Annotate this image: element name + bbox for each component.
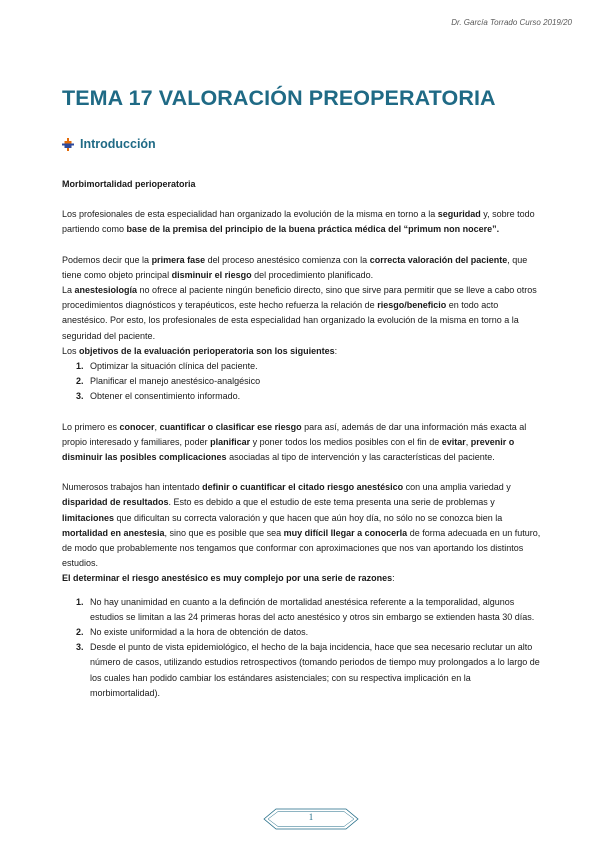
list-item-text: Desde el punto de vista epidemiológico, el hecho de la baja incidencia, hace que sea necesario reclutar un alto número de casos, utilizando estudios retrospectivos (tomando periodos de tiempo muy prolongados a lo largo de los cuales han podido cambiar los estándares asistenciales; con su respectiva implicación en la morbimortalidad).	[90, 642, 540, 698]
bold-text-run: anestesiología	[74, 285, 138, 296]
text-run: La	[62, 285, 75, 296]
bold-text-run: disminuir el riesgo	[171, 269, 252, 280]
text-run: Numerosos trabajos han intentado	[62, 482, 203, 493]
bold-text-run: disparidad de resultados	[62, 497, 169, 508]
page-number-box	[262, 805, 360, 833]
list-item-text: No existe uniformidad a la hora de obtención de datos.	[90, 627, 309, 638]
list-item	[62, 625, 542, 640]
objectives-list	[62, 359, 542, 405]
bold-text-run: cuantificar o clasificar ese riesgo	[159, 421, 302, 432]
text-run: :	[334, 345, 338, 356]
header-note: Dr. García Torrado Curso 2019/20	[451, 18, 572, 27]
paragraph	[62, 420, 542, 466]
bold-text-run: riesgo/beneficio	[377, 300, 447, 311]
list-item-number: 2.	[76, 627, 84, 638]
list-item	[62, 359, 542, 374]
bold-text-run: El determinar el riesgo anestésico es muy complejo por una serie de razones	[62, 573, 393, 584]
list-item-number: 1.	[76, 361, 84, 372]
text-run: , que tiene como objeto principal	[62, 254, 528, 280]
bold-text-run: primera fase	[151, 254, 206, 265]
bold-text-run: objetivos de la evaluación perioperatoria son los siguientes	[79, 345, 335, 356]
text-run: Los profesionales de esta especialidad han organizado la evolución de la misma en torno a la	[62, 209, 438, 220]
bold-text-run: definir o cuantificar el citado riesgo anestésico	[202, 482, 404, 493]
list-item-text: Obtener el consentimiento informado.	[90, 391, 241, 402]
text-run: del procedimiento planificado.	[251, 269, 374, 280]
page-number: 1	[308, 812, 314, 822]
paragraph	[62, 253, 542, 283]
bold-text-run: limitaciones	[62, 512, 115, 523]
paragraph	[62, 207, 542, 237]
text-run: Los	[62, 345, 80, 356]
text-run: en todo acto anestésico. Por esto, los profesionales de esta especialidad han organizado la evolución de la misma en torno a la seguridad del paciente.	[62, 300, 519, 341]
list-item	[62, 374, 542, 389]
text-run: no ofrece al paciente ningún beneficio directo, sino que sirve para permitir que se lleve a cabo otros procedimientos diagnósticos y terapéuticos, este hecho refuerza la relación de	[62, 285, 537, 311]
text-run: Lo primero es	[62, 421, 120, 432]
text-run: . Esto es debido a que el estudio de este tema presenta una serie de problemas y	[168, 497, 495, 508]
text-run: Podemos decir que la	[62, 254, 152, 265]
section-title: Introducción	[80, 137, 156, 151]
text-run: ,	[154, 421, 160, 432]
text-run: con una amplia variedad y	[403, 482, 511, 493]
bold-text-run: mortalidad en anestesia	[62, 527, 165, 538]
list-item-number: 1.	[76, 596, 84, 607]
paragraph	[62, 571, 542, 586]
paragraph	[62, 480, 542, 571]
four-point-star-bullet-icon	[62, 138, 74, 151]
list-item	[62, 640, 542, 701]
paragraph	[62, 344, 542, 359]
text-run: para así, además de dar una información más exacta al propio interesado y familiares, poder	[62, 421, 527, 447]
bold-text-run: seguridad	[437, 209, 481, 220]
text-run: de forma adecuada en un futuro, de modo que probablemente nos tengamos que conformar con aproximaciones que nos van aportando los distintos estudios.	[62, 527, 541, 569]
list-item-text: Optimizar la situación clínica del paciente.	[90, 361, 258, 372]
paragraph	[62, 283, 542, 344]
bold-text-run: base de la premisa del principio de la buena práctica médica del “primum non nocere”.	[126, 224, 500, 235]
bold-text-run: correcta valoración del paciente	[369, 254, 508, 265]
document-body	[62, 177, 542, 701]
bold-text-run: planificar	[210, 436, 251, 447]
section-heading	[62, 137, 156, 151]
text-run: y poner todos los medios posibles con el fin de	[250, 436, 442, 447]
list-item-text: No hay unanimidad en cuanto a la definción de mortalidad anestésica referente a la temporalidad, algunos estudios se limitan a las 24 primeras horas del acto anestésico y otros sin embargo se extienden hasta 30 días.	[90, 596, 535, 622]
list-item	[62, 595, 542, 625]
list-item-number: 2.	[76, 376, 84, 387]
page-title: TEMA 17 VALORACIÓN PREOPERATORIA	[62, 86, 496, 110]
subheading: Morbimortalidad perioperatoria	[62, 179, 196, 189]
text-run: y, sobre todo partiendo como	[62, 209, 535, 235]
text-run: asociadas al tipo de intervención y las características del paciente.	[226, 452, 495, 463]
text-run: , sino que es posible que sea	[164, 527, 284, 538]
bold-text-run: muy difícil llegar a conocerla	[283, 527, 408, 538]
text-run: ,	[465, 436, 471, 447]
bold-text-run: evitar	[441, 436, 466, 447]
bold-text-run: prevenir o disminuir las posibles complicaciones	[62, 436, 515, 463]
text-run: :	[392, 573, 395, 584]
list-item-number: 3.	[76, 391, 84, 402]
list-item	[62, 389, 542, 404]
bold-text-run: conocer	[119, 421, 155, 432]
list-item-text: Planificar el manejo anestésico-analgésico	[90, 376, 261, 387]
text-run: que dificultan su correcta valoración y que hacen que aún hoy día, no sólo no se conozca bien la	[114, 512, 503, 523]
list-item-number: 3.	[76, 642, 84, 653]
text-run: del proceso anestésico comienza con la	[205, 254, 370, 265]
reasons-list	[62, 595, 542, 701]
